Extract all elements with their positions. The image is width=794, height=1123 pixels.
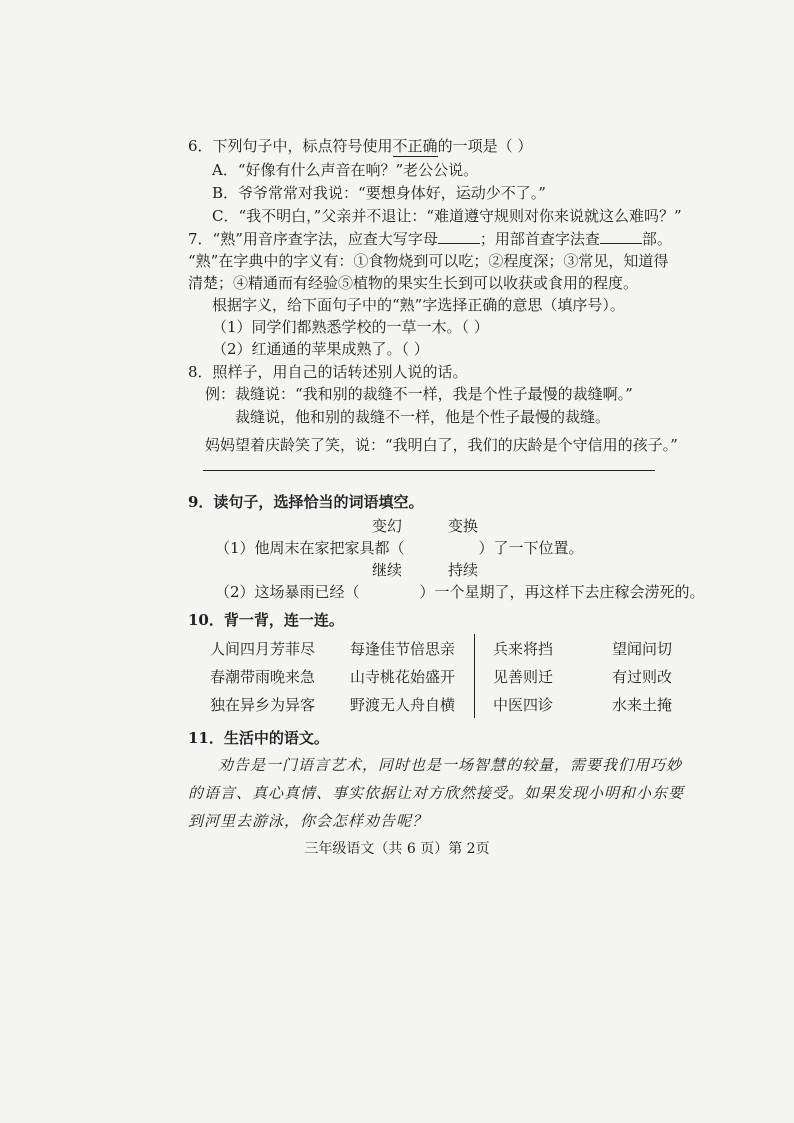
q10-left-a2[interactable]: 春潮带雨晚来急 (210, 668, 316, 686)
q6-option-b: B．爷爷常常对我说：“要想身体好，运动少不了。” (212, 184, 546, 202)
q10-right-a1[interactable]: 兵来将挡 (493, 640, 554, 658)
q7-meaning-line-2: 清楚；④精通而有经验⑤植物的果实生长到可以收获或食用的程度。 (188, 274, 639, 292)
page-footer: 三年级语文（共 6 页）第 2页 (304, 841, 490, 857)
q9-sentence-1-a: （1）他周末在家把家具都（ (215, 539, 405, 557)
q9-word-2b: 持续 (448, 561, 479, 579)
q7-stem-b: ；用部首查字法查 (479, 230, 600, 248)
q9-sentence-2 (215, 581, 705, 603)
q7-item-1: （1）同学们都熟悉学校的一草一木。（ ） (212, 318, 489, 336)
q10-stem: 10．背一背，连一连。 (188, 611, 344, 629)
q9-sentence-2-a: （2）这场暴雨已经（ (215, 583, 360, 601)
q10-right-b1[interactable]: 望闻问切 (612, 640, 673, 658)
q10-right-b2[interactable]: 有过则改 (612, 668, 673, 686)
q9-word-1a: 变幻 (372, 517, 403, 535)
q10-divider (474, 634, 475, 718)
q9-word-2a: 继续 (372, 561, 403, 579)
q9-stem: 9．读句子，选择恰当的词语填空。 (188, 493, 424, 511)
q10-left-b1[interactable]: 每逢佳节倍思亲 (350, 640, 456, 658)
q11-stem: 11．生活中的语文。 (188, 729, 329, 747)
q8-task: 妈妈望着庆龄笑了笑，说：“我明白了，我们的庆龄是个守信用的孩子。” (205, 436, 678, 454)
q8-example-1: 例：裁缝说：“我和别的裁缝不一样，我是个性子最慢的裁缝啊。” (205, 385, 633, 403)
q10-left-a3[interactable]: 独在异乡为异客 (210, 696, 316, 714)
q7-stem-c: 部。 (641, 230, 672, 248)
q6-stem-underlined: 不正确 (392, 137, 438, 155)
q9-sentence-1 (215, 537, 584, 559)
q8-stem: 8．照样子，用自己的话转述别人说的话。 (188, 363, 468, 381)
q6-option-a: A．“好像有什么声音在响？”老公公说。 (212, 161, 479, 179)
q10-left-a1[interactable]: 人间四月芳菲尽 (210, 640, 316, 658)
q7-radical-blank[interactable] (600, 229, 642, 244)
q6-stem (188, 135, 532, 157)
q6-stem-post: 的一项是（ ） (437, 137, 533, 155)
q7-stem-a: 7．“熟”用音序查字法，应查大写字母 (188, 230, 438, 248)
q7-instruction: 根据字义，给下面句子中的“熟”字选择正确的意思（填序号）。 (212, 296, 625, 314)
q6-stem-pre: 6．下列句子中，标点符号使用 (188, 137, 393, 155)
q10-left-b3[interactable]: 野渡无人舟自横 (350, 696, 456, 714)
q9-sentence-2-b: ）一个星期了，再这样下去庄稼会涝死的。 (419, 583, 705, 601)
q10-right-a3[interactable]: 中医四诊 (493, 696, 554, 714)
q7-item-2: （2）红通通的苹果成熟了。（ ） (212, 340, 429, 358)
q10-right-b3[interactable]: 水来土掩 (612, 696, 673, 714)
q6-option-c: C．“我不明白，”父亲并不退让：“难道遵守规则对你来说就这么难吗？” (212, 207, 682, 225)
q7-letter-blank[interactable] (438, 229, 480, 244)
q9-word-1b: 变换 (448, 517, 479, 535)
q10-right-a2[interactable]: 见善则迁 (493, 668, 554, 686)
q8-example-2: 裁缝说，他和别的裁缝不一样，他是个性子最慢的裁缝。 (235, 408, 611, 426)
q7-stem (188, 228, 672, 250)
q9-sentence-1-b: ）了一下位置。 (478, 539, 584, 557)
q10-left-b2[interactable]: 山寺桃花始盛开 (350, 668, 456, 686)
q8-answer-line[interactable] (203, 470, 655, 471)
q7-meaning-line-1: “熟”在字典中的字义有：①食物烧到可以吃；②程度深；③常见，知道得 (188, 252, 669, 270)
q11-paragraph: 劝告是一门语言艺术，同时也是一场智慧的较量，需要我们用巧妙的语言、真心真情、事实依据让对方欣然接受。如果发现小明和小东要到河里去游泳，你会怎样劝告呢？ (188, 756, 685, 830)
